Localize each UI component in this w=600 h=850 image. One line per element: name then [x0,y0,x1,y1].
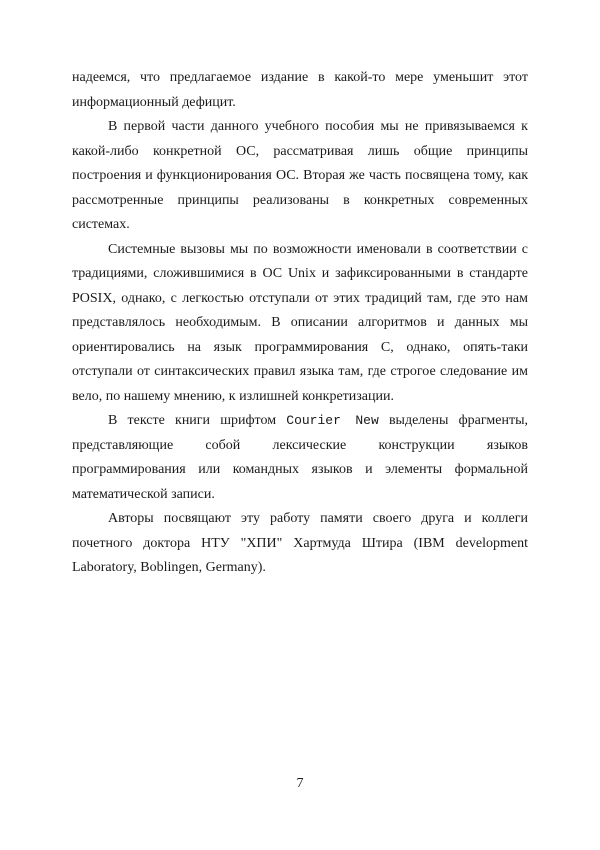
page-number: 7 [296,776,304,791]
font-convention-before: В тексте книги шрифтом [108,413,287,428]
font-sample-courier: Courier New [286,413,379,428]
paragraph-dedication: Авторы посвящают эту работу памяти своего друга и коллеги почетного доктора НТУ "ХПИ" Хартмуда Штира (IBM development Laboratory, Boblingen, Germany). [72,511,528,575]
page-body [72,66,528,581]
paragraph-system-calls: Системные вызовы мы по возможности именовали в соответствии с традициями, сложившимися в ОС Unix и зафиксированными в стандарте POSIX, однако, с легкостью отступали от этих традиций там, где это нам представлялось необходимым. В описании алгоритмов и данных мы ориентировались на язык программирования С, однако, опять-таки отступали от синтаксических правил языка там, где строгое следование им вело, по нашему мнению, к излишней конкретизации. [72,241,528,404]
font-convention-after: выделены фрагменты, представляющие собой лексические конструкции языков программирования или командных языков и элементы формальной математической записи. [72,413,528,502]
paragraph-continuation: надеемся, что предлагаемое издание в какой-то мере уменьшит этот информационный дефицит. [72,70,528,110]
paragraph-font-convention [72,409,528,507]
paragraph-book-parts: В первой части данного учебного пособия мы не привязываемся к какой-либо конкретной ОС, рассматривая лишь общие принципы построения и функционирования ОС. Вторая же часть посвящена тому, как рассмотренные принципы реализованы в конкретных современных системах. [72,119,528,232]
